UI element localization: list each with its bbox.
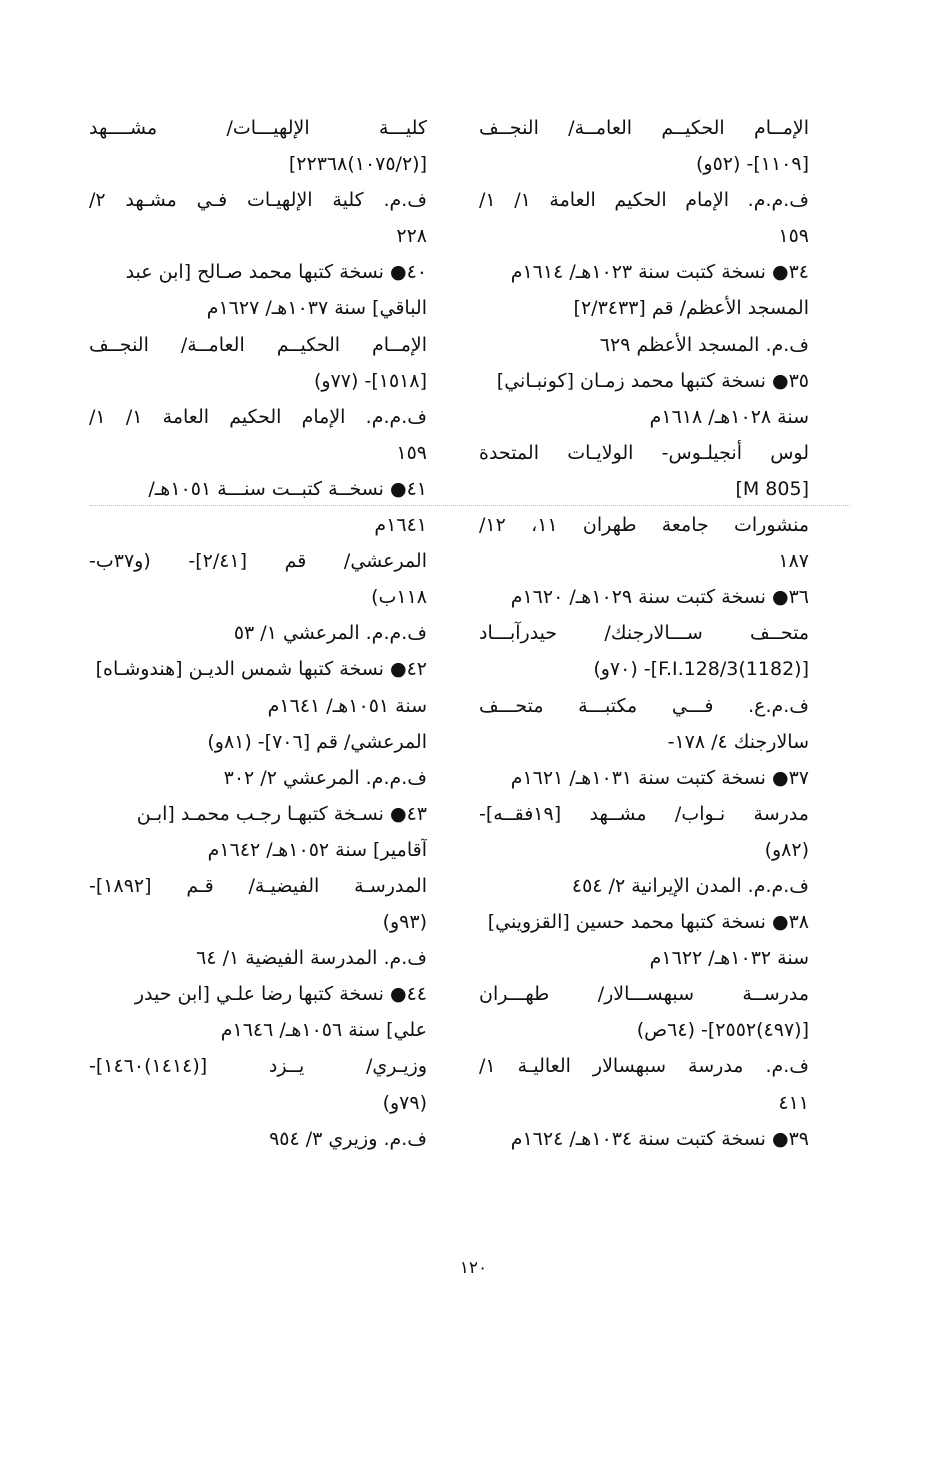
entry-heading: ٣٤● نسخة كتبت سنة ١٠٢٣هـ/ ١٦١٤م (510, 261, 809, 284)
entry-line: ١٨٧ (778, 550, 809, 573)
entry-line: المرعشي/ قم [٧٠٦]- (٨١و) (207, 730, 427, 753)
entry-line: ١٦٤١م (374, 514, 427, 537)
entry-line: ف.م. المدرسة الفيضية ١/ ٦٤ (196, 947, 427, 970)
entry-heading: ٣٦● نسخة كتبت سنة ١٠٢٩هـ/ ١٦٢٠م (510, 586, 809, 609)
entry-heading: ٤٢● نسخة كتبها شمس الديـن [هندوشـاه] (95, 658, 427, 681)
entry-line: لوس أنجيلـوس- الولايـات المتحدة (479, 441, 809, 464)
entry-line: ف.م. مدرسة سبهسالار العاليـة ١/ (479, 1055, 809, 1078)
entry-line: المسجد الأعظم/ قم [٢/٣٤٣٣] (573, 297, 809, 320)
entry-line: مدرسة نـواب/ مشــهد [١٩فقــه]- (479, 802, 809, 825)
entry-line: كليـــة الإلهيـــات/ مشــــهد (89, 117, 427, 139)
entry-line: ٢٢٨ (396, 225, 427, 248)
entry-line: ١٥٩ (396, 441, 427, 464)
entry-line: ١١٨ب) (371, 586, 427, 609)
entry-heading: ٣٧● نسخة كتبت سنة ١٠٣١هـ/ ١٦٢١م (510, 766, 809, 789)
entry-line: ٤١١ (778, 1091, 809, 1114)
entry-heading: ٣٩● نسخة كتبت سنة ١٠٣٤هـ/ ١٦٢٤م (510, 1127, 809, 1150)
entry-line: سنة ١٠٢٨هـ/ ١٦١٨م (649, 405, 809, 428)
entry-line: الإمــام الحكيــم العامــة/ النجــف (89, 333, 427, 356)
entry-line: (٧٩و) (382, 1091, 427, 1114)
entry-line: ف.م.م. المدن الإيرانية ٢/ ٤٥٤ (571, 874, 809, 897)
entry-heading: ٣٥● نسخة كتبها محمد زمـان [كونبـاني] (496, 369, 809, 392)
entry-line: ف.م.م. المرعشي ١/ ٥٣ (233, 622, 427, 645)
entry-line: الباقي] سنة ١٠٣٧هـ/ ١٦٢٧م (206, 297, 427, 320)
right-column (479, 110, 809, 1157)
entry-line: سنة ١٠٣٢هـ/ ١٦٢٢م (649, 947, 809, 970)
entry-line: [M 805] (735, 477, 809, 500)
entry-line: ف.م.م. الإمام الحكيم العامة ١/ ١/ (89, 405, 427, 428)
page-number: ١٢٠ (459, 1258, 488, 1278)
entry-line: ١٥٩ (778, 225, 809, 248)
entry-line: سنة ١٠٥١هـ/ ١٦٤١م (267, 694, 427, 717)
entry-line: المدرسـة الفيضيـة/ قـم [١٨٩٢]- (89, 874, 427, 897)
entry-heading: ٤٣● نسـخة كتبهـا رجـب محمـد [ابـن (136, 802, 427, 825)
entry-line: [(٤٩٧)٢٥٥٢]- (٦٤ص) (636, 1019, 809, 1042)
entry-line: علي] سنة ١٠٥٦هـ/ ١٦٤٦م (220, 1019, 427, 1042)
entry-line: متحــف ســـالارجنك/ حيدرآبـــاد (479, 622, 809, 645)
entry-line: [(١٠٧٥/٢)٢٢٣٦٨] (288, 153, 427, 176)
entry-line: المرعشي/ قم [٢/٤١]- (و٣٧ب- (89, 550, 427, 573)
entry-line: آقامير] سنة ١٠٥٢هـ/ ١٦٤٢م (207, 838, 427, 861)
entry-heading: ٤١● نسخــة كتبــت سنـــة ١٠٥١هـ/ (148, 477, 427, 500)
entry-line: وزيـري/ يــزد [(١٤١٤)١٤٦٠]- (89, 1055, 427, 1078)
entry-line: [١٥١٨]- (٧٧و) (314, 369, 427, 392)
entry-line: ف.م. المسجد الأعظم ٦٢٩ (599, 333, 809, 356)
entry-line: ف.م.م. الإمام الحكيم العامة ١/ ١/ (479, 189, 809, 212)
entry-heading: ٤٤● نسخة كتبها رضا علـي [ابن حيدر (134, 983, 427, 1006)
entry-line: سالارجنك ٤/ ١٧٨- (667, 730, 809, 753)
entry-line: ف.م. كلية الإلهيـات فـي مشـهد ٢/ (89, 189, 427, 212)
entry-line: الإمــام الحكيــم العامــة/ النجــف (479, 117, 809, 139)
entry-line: ف.م. وزيري ٣/ ٩٥٤ (269, 1127, 427, 1150)
entry-line: ف.م.ع. فـــي مكتبـــة متحـــف (479, 694, 809, 717)
entry-line: مدرســة سبهســـالار/ طهـــران (479, 983, 809, 1006)
dotted-divider (90, 505, 850, 506)
entry-line: [(1182)F.I.128/3]- (٧٠و) (593, 658, 809, 681)
left-column (89, 110, 427, 1157)
entry-line: ف.م.م. المرعشي ٢/ ٣٠٢ (223, 766, 427, 789)
entry-line: (٩٣و) (382, 911, 427, 934)
entry-heading: ٣٨● نسخة كتبها محمد حسين [القزويني] (487, 911, 809, 934)
entry-heading: ٤٠● نسخة كتبها محمد صـالح [ابن عبد (125, 261, 427, 284)
entry-line: (٨٢و) (764, 838, 809, 861)
entry-line: [١١٠٩]- (٥٢و) (696, 153, 809, 176)
entry-line: منشورات جامعة طهران ١١، ١٢/ (479, 514, 809, 537)
